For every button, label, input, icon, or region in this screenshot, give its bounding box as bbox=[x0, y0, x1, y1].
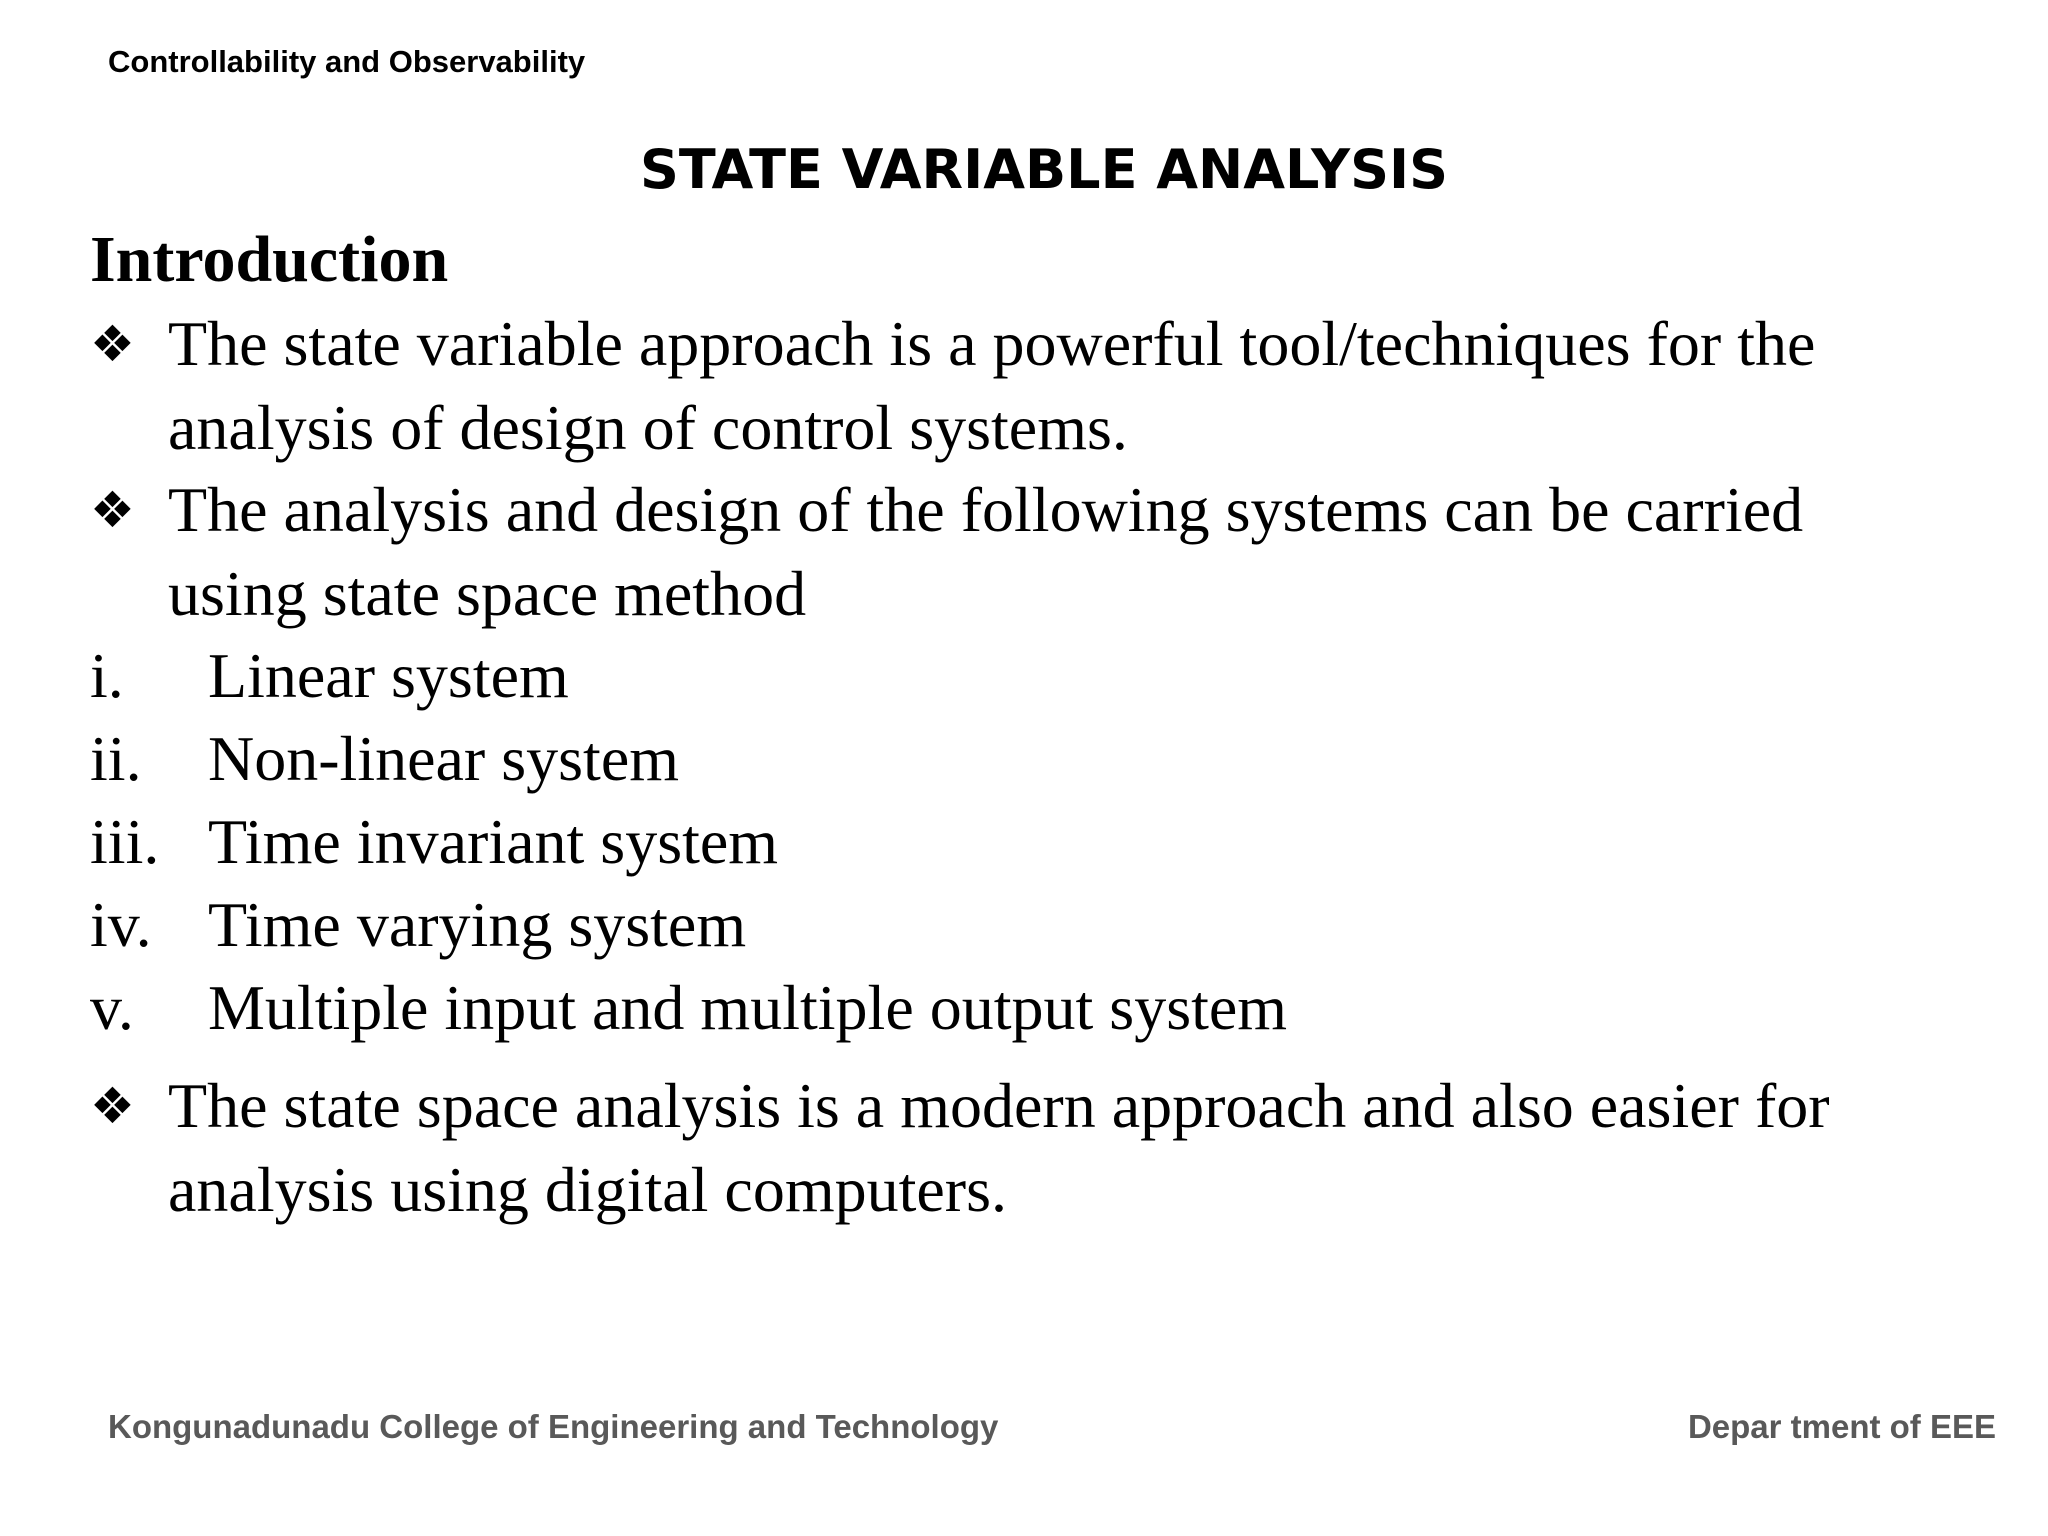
bullet-text bbox=[168, 468, 2048, 636]
diamond-bullet-icon: ❖ bbox=[90, 481, 135, 539]
list-item-number: iii. bbox=[90, 806, 160, 877]
bullet-line: analysis of design of control systems. bbox=[168, 392, 1128, 463]
list-item-label: Time varying system bbox=[208, 889, 747, 960]
bullet-line: The state space analysis is a modern approach and also easier for bbox=[168, 1070, 1830, 1141]
list-item-label: Time invariant system bbox=[208, 806, 779, 877]
bullet-text bbox=[168, 1064, 2048, 1232]
diamond-bullet-icon: ❖ bbox=[90, 315, 135, 373]
list-item-number: v. bbox=[90, 972, 134, 1043]
list-item-number: ii. bbox=[90, 723, 142, 794]
bullet-line: The analysis and design of the following systems can be carried bbox=[168, 474, 1804, 545]
footer-institution: Kongunadunadu College of Engineering and Technology bbox=[108, 1408, 999, 1445]
list-item-label: Linear system bbox=[208, 640, 569, 711]
diamond-bullet-icon: ❖ bbox=[90, 1077, 135, 1135]
list-item-number: i. bbox=[90, 640, 124, 711]
header-title: Controllability and Observability bbox=[108, 44, 586, 79]
bullet-line: analysis using digital computers. bbox=[168, 1154, 1007, 1225]
list-item-label: Non-linear system bbox=[208, 723, 679, 794]
list-item-number: iv. bbox=[90, 889, 152, 960]
bullet-line: using state space method bbox=[168, 558, 807, 629]
bullet-text bbox=[168, 302, 2048, 470]
list-item-label: Multiple input and multiple output system bbox=[208, 972, 1288, 1043]
section-heading: Introduction bbox=[90, 223, 449, 296]
slide-title: STATE VARIABLE ANALYSIS bbox=[639, 138, 1449, 201]
footer-department: Depar tment of EEE bbox=[1687, 1408, 1996, 1445]
bullet-line: The state variable approach is a powerful tool/techniques for the bbox=[168, 308, 1816, 379]
